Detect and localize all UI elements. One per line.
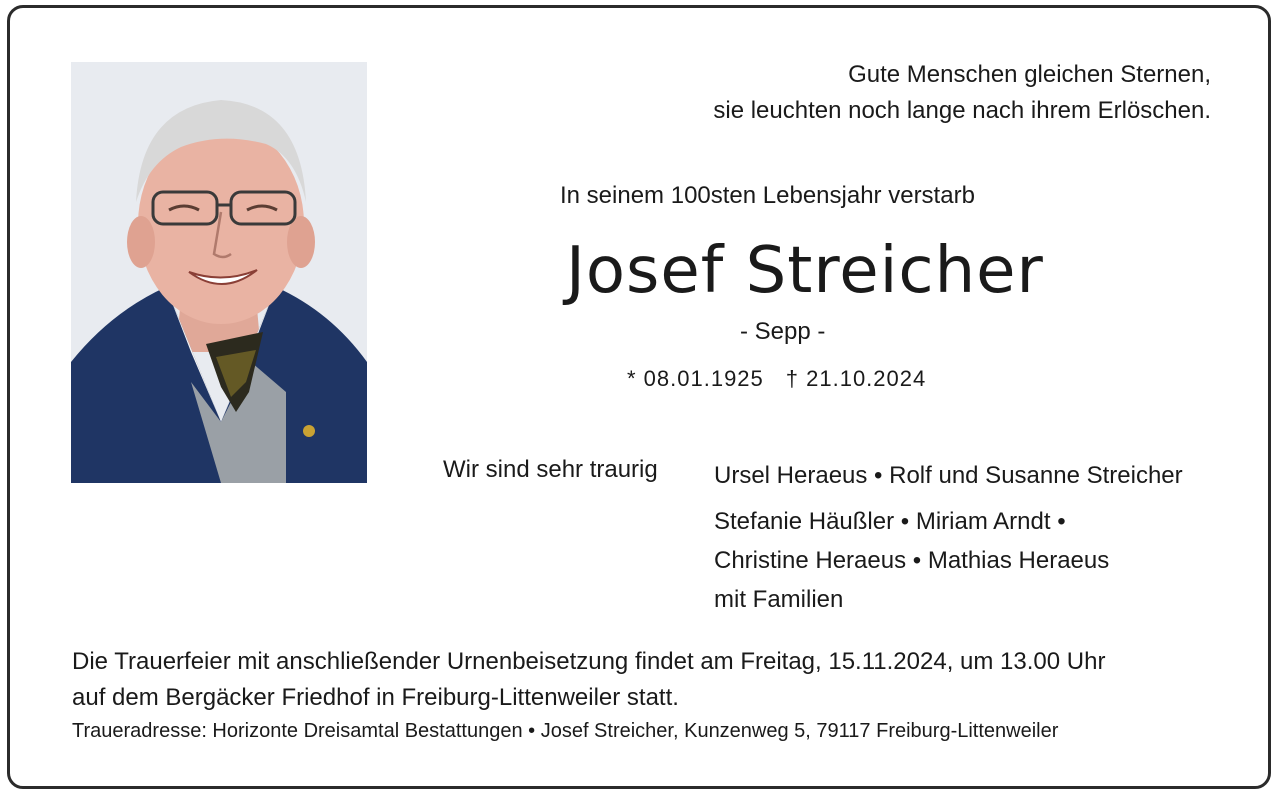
mourners-intro: Wir sind sehr traurig	[443, 456, 658, 483]
birth-date: * 08.01.1925	[627, 366, 764, 391]
portrait-illustration	[71, 62, 367, 483]
memorial-quote	[713, 57, 1211, 129]
ceremony-line-1: Die Trauerfeier mit anschließender Urnenbeisetzung findet am Freitag, 15.11.2024, um 13.00 Uhr	[72, 648, 1106, 675]
deceased-name: Josef Streicher	[566, 234, 1044, 308]
mourning-address: Traueradresse: Horizonte Dreisamtal Bestattungen • Josef Streicher, Kunzenweg 5, 79117 Freiburg-Littenweiler	[72, 720, 1059, 742]
portrait-photo	[71, 62, 367, 483]
ceremony-info	[72, 644, 1252, 716]
mourners-list	[714, 456, 1183, 619]
ceremony-line-2: auf dem Bergäcker Friedhof in Freiburg-Littenweiler statt.	[72, 684, 679, 711]
mourners-line-4: mit Familien	[714, 586, 844, 613]
death-date: † 21.10.2024	[785, 366, 927, 391]
deceased-nickname: - Sepp -	[740, 318, 826, 345]
life-dates	[627, 366, 926, 392]
quote-line-2: sie leuchten noch lange nach ihrem Erlöschen.	[713, 97, 1211, 124]
mourners-line-1: Ursel Heraeus • Rolf und Susanne Streicher	[714, 462, 1183, 489]
death-intro-text: In seinem 100sten Lebensjahr verstarb	[560, 182, 975, 209]
quote-line-1: Gute Menschen gleichen Sternen,	[848, 61, 1211, 88]
mourners-line-2: Stefanie Häußler • Miriam Arndt •	[714, 508, 1066, 535]
mourners-line-3: Christine Heraeus • Mathias Heraeus	[714, 547, 1110, 574]
